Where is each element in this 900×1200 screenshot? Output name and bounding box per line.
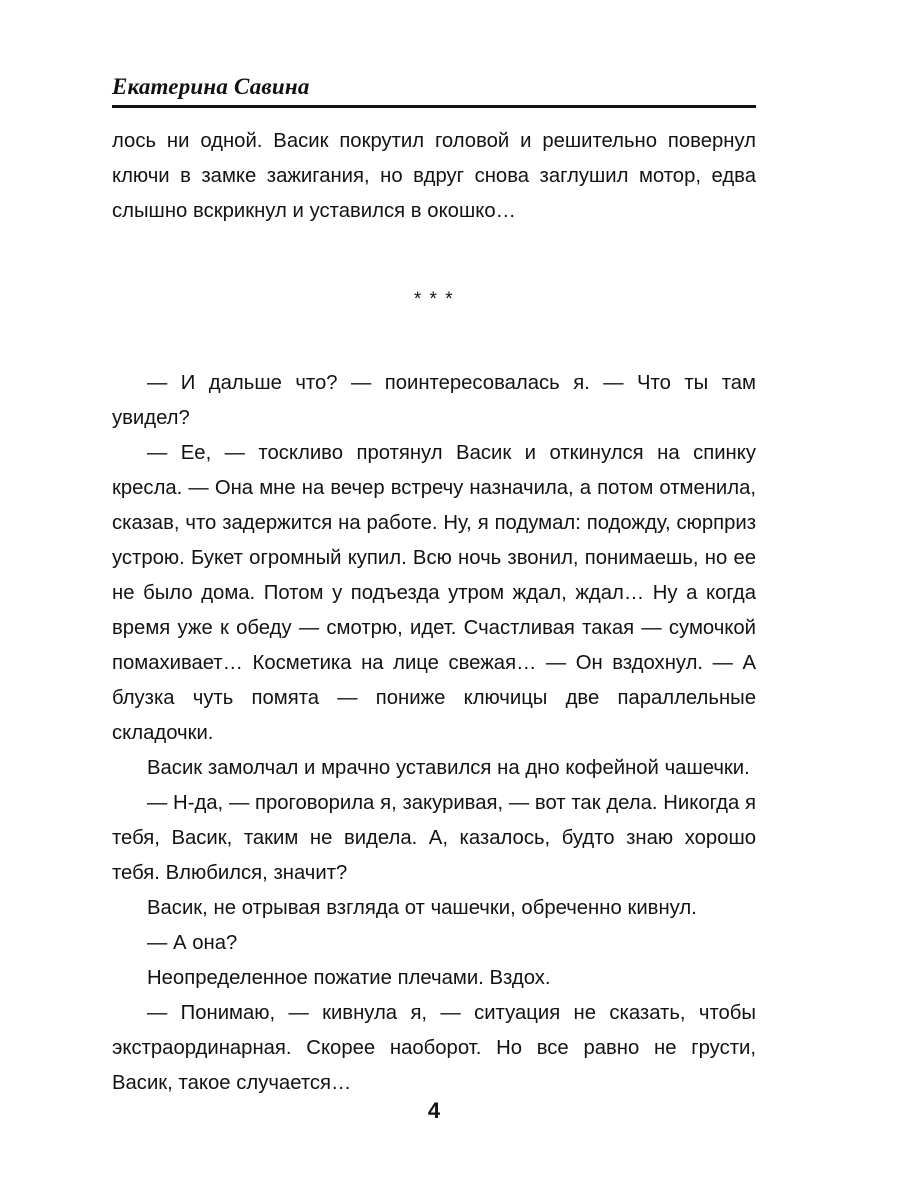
narration-paragraph: Васик, не отрывая взгляда от чашечки, обреченно кивнул. xyxy=(147,897,697,919)
paragraph-continuation: лось ни одной. Васик покрутил головой и решительно повернул ключи в замке зажигания, но вдруг снова заглушил мотор, едва слышно вскрикнул и уставился в окошко… xyxy=(112,130,756,222)
dialogue-paragraph: — Ее, — тоскливо протянул Васик и откинулся на спинку кресла. — Она мне на вечер встречу назначила, а потом отменила, сказав, что задержится на работе. Ну, я подумал: подожду, сюрприз устрою. Букет огромный купил. Всю ночь звонил, понимаешь, но ее не было дома. Потом у подъезда утром ждал, ждал… Ну а когда время уже к обеду — смотрю, идет. Счастливая такая — сумочкой помахивает… Косметика на лице свежая… — Он вздохнул. — А блузка чуть помята — пониже ключицы две параллельные складочки. xyxy=(112,442,756,744)
dialogue-paragraph: — Н-да, — проговорила я, закуривая, — вот так дела. Никогда я тебя, Васик, таким не видела. А, казалось, будто знаю хорошо тебя. Влюбился, значит? xyxy=(112,792,756,884)
header-rule xyxy=(112,105,756,108)
narration-paragraph: Васик замолчал и мрачно уставился на дно кофейной чашечки. xyxy=(147,757,750,779)
page-body xyxy=(112,124,756,1101)
scene-break-space-above xyxy=(112,229,756,282)
dialogue-paragraph: — Понимаю, — кивнула я, — ситуация не сказать, чтобы экстраординарная. Скорее наоборот. Но все равно не грусти, Васик, такое случается… xyxy=(112,1002,756,1094)
dialogue-paragraph: — А она? xyxy=(147,932,238,954)
scene-break-space-below xyxy=(112,317,756,366)
running-head-author: Екатерина Савина xyxy=(112,74,310,99)
page-number: 4 xyxy=(427,1098,441,1123)
dialogue-paragraph: — И дальше что? — поинтересовалась я. — Что ты там увидел? xyxy=(112,372,756,429)
narration-paragraph: Неопределенное пожатие плечами. Вздох. xyxy=(147,967,551,989)
scene-break-asterisks: * * * xyxy=(413,289,455,310)
